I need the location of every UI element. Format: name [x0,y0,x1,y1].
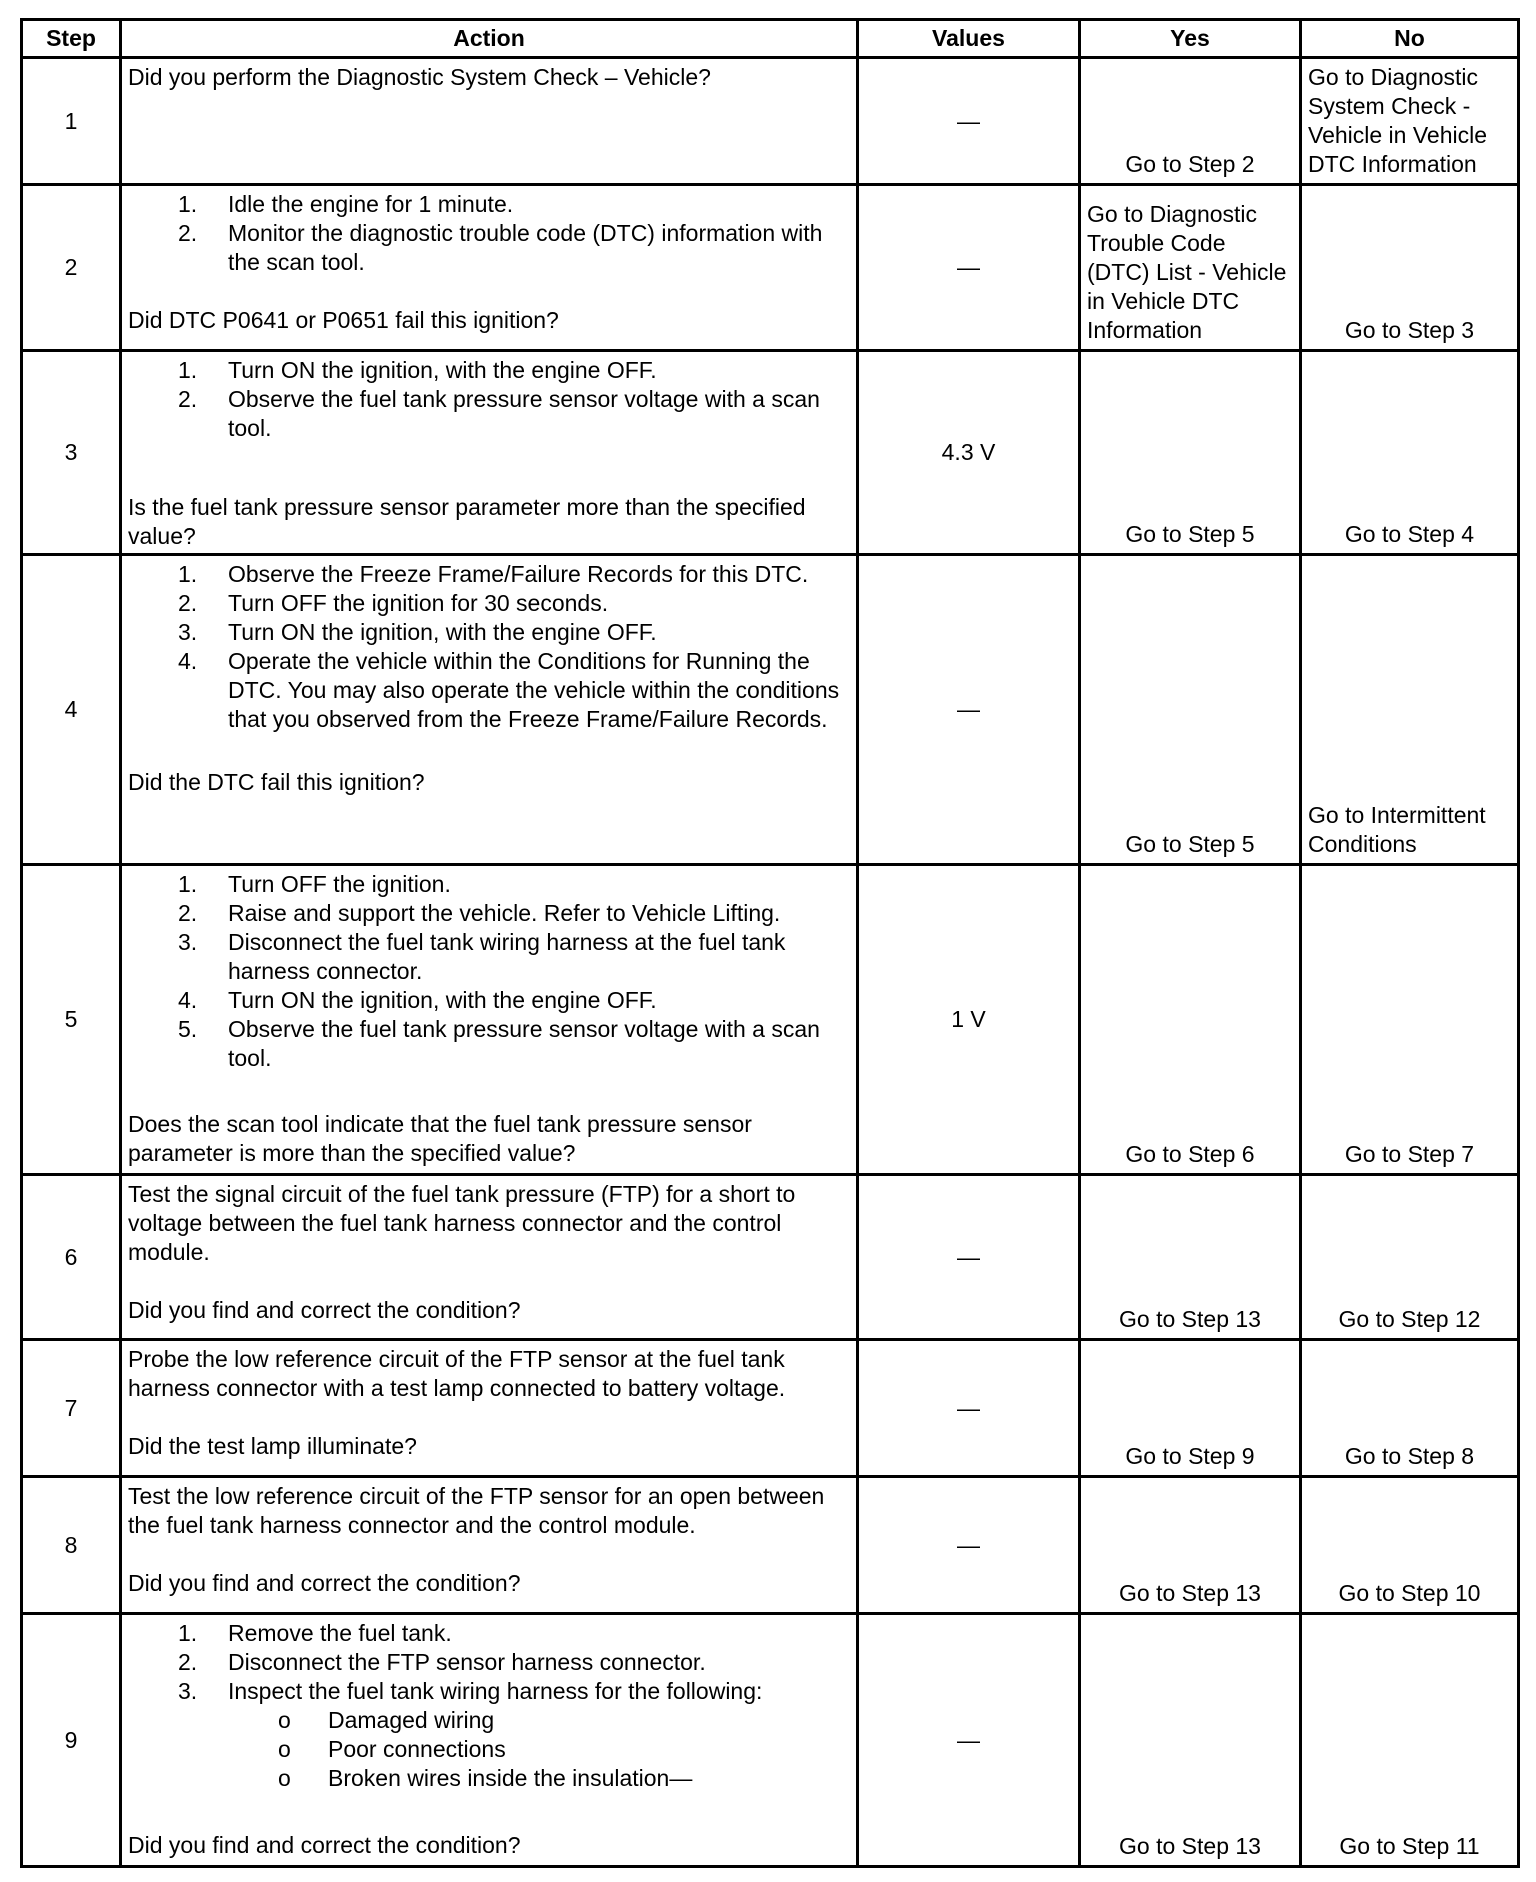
step-number: 9 [22,1614,121,1867]
inspection-item: o Broken wires inside the insulation— [278,1765,693,1791]
action-intro: Test the low reference circuit of the FTP sensor for an open between the fuel tank harness connector and the control module. [128,1483,825,1538]
action-question: Did the DTC fail this ignition? [128,769,425,795]
action-steps [128,870,850,1073]
action-intro: Probe the low reference circuit of the FTP sensor at the fuel tank harness connector with a test lamp connected to battery voltage. [128,1346,786,1401]
action-steps [128,190,850,277]
step-number: 5 [22,865,121,1175]
action-step: 5. Observe the fuel tank pressure sensor voltage with a scan tool. [178,1016,820,1071]
no-cell: Go to Step 12 [1301,1175,1519,1340]
action-question: Did you find and correct the condition? [128,1570,521,1596]
table-row [22,58,1519,185]
header-row [22,20,1519,58]
action-question: Did you find and correct the condition? [128,1297,521,1323]
action-step: 4. Operate the vehicle within the Conditions for Running the DTC. You may also operate the vehicle within the conditions that you observed from the Freeze Frame/Failure Records. [178,648,840,732]
header-no: No [1301,20,1519,58]
action-question: Did DTC P0641 or P0651 fail this ignition? [128,307,559,333]
action-cell [121,185,858,351]
action-cell [121,1340,858,1477]
header-step: Step [22,20,121,58]
step-number: 2 [22,185,121,351]
no-cell: Go to Step 11 [1301,1614,1519,1867]
action-question: Did you find and correct the condition? [128,1832,521,1858]
action-intro: Test the signal circuit of the fuel tank pressure (FTP) for a short to voltage between the fuel tank harness connector and the control module. [128,1181,796,1265]
action-step: 3. Inspect the fuel tank wiring harness for the following: [178,1678,763,1704]
action-step: 3. Disconnect the fuel tank wiring harness at the fuel tank harness connector. [178,929,786,984]
action-question: Is the fuel tank pressure sensor parameter more than the specified value? [128,494,806,549]
header-yes: Yes [1080,20,1301,58]
diagnostic-table [20,18,1520,1868]
action-question: Does the scan tool indicate that the fuel tank pressure sensor parameter is more than the specified value? [128,1111,752,1166]
no-cell: Go to Step 8 [1301,1340,1519,1477]
value-cell: — [858,185,1080,351]
action-cell [121,865,858,1175]
table-row [22,1477,1519,1614]
value-cell: — [858,58,1080,185]
table-row [22,865,1519,1175]
table-row [22,555,1519,865]
step-number: 1 [22,58,121,185]
action-step: 2. Monitor the diagnostic trouble code (DTC) information with the scan tool. [178,220,823,275]
action-step: 1. Turn OFF the ignition. [178,871,451,897]
table-row [22,1340,1519,1477]
inspection-item: o Damaged wiring [278,1707,495,1733]
action-question: Did the test lamp illuminate? [128,1433,417,1459]
step-number: 7 [22,1340,121,1477]
step-number: 4 [22,555,121,865]
yes-cell: Go to Step 6 [1080,865,1301,1175]
table-row [22,351,1519,555]
yes-cell: Go to Step 13 [1080,1614,1301,1867]
yes-cell: Go to Step 5 [1080,555,1301,865]
header-values: Values [858,20,1080,58]
step-number: 6 [22,1175,121,1340]
action-step: 1. Idle the engine for 1 minute. [178,191,514,217]
yes-cell: Go to Step 2 [1080,58,1301,185]
action-step: 4. Turn ON the ignition, with the engine OFF. [178,987,657,1013]
yes-cell: Go to Step 5 [1080,351,1301,555]
yes-cell: Go to Step 9 [1080,1340,1301,1477]
value-cell: 4.3 V [858,351,1080,555]
yes-cell: Go to Step 13 [1080,1175,1301,1340]
action-cell [121,58,858,185]
inspection-item: o Poor connections [278,1736,506,1762]
table-row [22,1175,1519,1340]
action-steps [128,1619,850,1706]
value-cell: — [858,1340,1080,1477]
action-steps [128,356,850,443]
action-cell [121,1614,858,1867]
value-cell: — [858,1614,1080,1867]
action-cell [121,351,858,555]
table-row [22,185,1519,351]
action-step: 2. Disconnect the FTP sensor harness connector. [178,1649,706,1675]
action-cell [121,1477,858,1614]
step-number: 8 [22,1477,121,1614]
action-step: 2. Raise and support the vehicle. Refer to Vehicle Lifting. [178,900,781,926]
action-step: 3. Turn ON the ignition, with the engine OFF. [178,619,657,645]
inspection-list [128,1706,850,1793]
action-step: 1. Remove the fuel tank. [178,1620,452,1646]
yes-cell: Go to Diagnostic Trouble Code (DTC) List - Vehicle in Vehicle DTC Information [1080,185,1301,351]
step-number: 3 [22,351,121,555]
no-cell: Go to Intermittent Conditions [1301,555,1519,865]
action-intro: Did you perform the Diagnostic System Check – Vehicle? [128,64,711,90]
action-steps [128,560,850,734]
no-cell: Go to Step 10 [1301,1477,1519,1614]
header-action: Action [121,20,858,58]
action-step: 2. Observe the fuel tank pressure sensor voltage with a scan tool. [178,386,820,441]
no-cell: Go to Step 3 [1301,185,1519,351]
action-step: 1. Observe the Freeze Frame/Failure Records for this DTC. [178,561,809,587]
value-cell: — [858,1175,1080,1340]
no-cell: Go to Diagnostic System Check - Vehicle in Vehicle DTC Information [1301,58,1519,185]
action-step: 2. Turn OFF the ignition for 30 seconds. [178,590,609,616]
value-cell: 1 V [858,865,1080,1175]
action-cell [121,555,858,865]
no-cell: Go to Step 7 [1301,865,1519,1175]
yes-cell: Go to Step 13 [1080,1477,1301,1614]
value-cell: — [858,1477,1080,1614]
value-cell: — [858,555,1080,865]
table-row [22,1614,1519,1867]
action-cell [121,1175,858,1340]
action-step: 1. Turn ON the ignition, with the engine OFF. [178,357,657,383]
no-cell: Go to Step 4 [1301,351,1519,555]
